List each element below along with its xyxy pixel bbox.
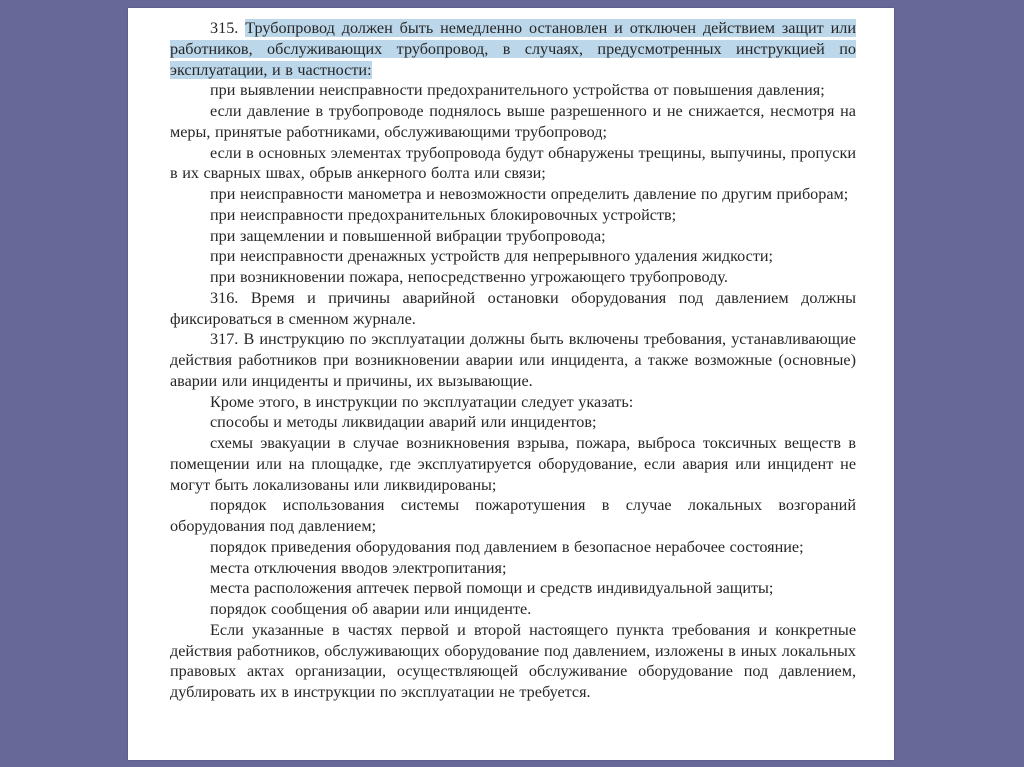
list-item-315-4: при неисправности манометра и невозможности определить давление по другим приборам; — [210, 185, 849, 203]
list-item-317-6: места расположения аптечек первой помощи и средств индивидуальной защиты; — [210, 579, 774, 598]
paragraph-315 — [170, 18, 856, 80]
list-item-315-1: при выявлении неисправности предохранительного устройства от повышения давления; — [210, 81, 825, 100]
list-item-315-5: при неисправности предохранительных блокировочных устройств; — [210, 205, 677, 224]
list-item-317-1: способы и методы ликвидации аварий или инцидентов; — [210, 413, 597, 432]
selected-text-highlight[interactable]: Трубопровод должен быть немедленно остановлен и отключен действием защит или работников, обслуживающих трубопровод, в случаях, предусмотренных инструкцией по эксплуатации, и в частности: — [170, 19, 856, 79]
list-item-317-5: места отключения вводов электропитания; — [210, 558, 507, 577]
paragraph-317-intro: Кроме этого, в инструкции по эксплуатации следует указать: — [210, 392, 634, 411]
list-item-315-6: при защемлении и повышенной вибрации трубопровода; — [210, 226, 606, 245]
document-text — [170, 18, 856, 703]
list-item-315-2: если давление в трубопроводе поднялось выше разрешенного и не снижается, несмотря на меры, принятые работниками, обслуживающими трубопровод; — [170, 102, 856, 141]
list-item-315-3: если в основных элементах трубопровода будут обнаружены трещины, выпучины, пропуски в их сварных швах, обрыв анкерного болта или связи; — [170, 143, 856, 183]
document-page — [128, 8, 894, 760]
paragraph-final: Если указанные в частях первой и второй настоящего пункта требования и конкретные действия работников, обслуживающих оборудование под давлением, изложены в иных локальных правовых актах организации, осуществляющей обслуживание оборудование под давлением, дублировать их в инструкции по эксплуатации не требуется. — [170, 620, 856, 701]
paragraph-315-number: 315. — [210, 19, 239, 37]
list-item-315-8: при возникновении пожара, непосредственно угрожающего трубопроводу. — [210, 268, 728, 286]
paragraph-316: 316. Время и причины аварийной остановки оборудования под давлением должны фиксироваться в сменном журнале. — [170, 288, 856, 328]
list-item-315-7: при неисправности дренажных устройств для непрерывного удаления жидкости; — [210, 247, 774, 266]
paragraph-317: 317. В инструкцию по эксплуатации должны быть включены требования, устанавливающие действия работников при возникновении аварии или инцидента, а также возможные (основные) аварии или инциденты и причины, их вызывающие. — [170, 330, 856, 390]
list-item-317-7: порядок сообщения об аварии или инциденте. — [210, 600, 532, 618]
list-item-317-3: порядок использования системы пожаротушения в случае локальных возгораний оборудования под давлением; — [170, 496, 856, 535]
list-item-317-4: порядок приведения оборудования под давлением в безопасное нерабочее состояние; — [210, 537, 804, 556]
list-item-317-2: схемы эвакуации в случае возникновения взрыва, пожара, выброса токсичных веществ в помещении или на площадке, где эксплуатируется оборудование, если авария или инцидент не могут быть локализованы или ликвидированы; — [170, 434, 856, 494]
